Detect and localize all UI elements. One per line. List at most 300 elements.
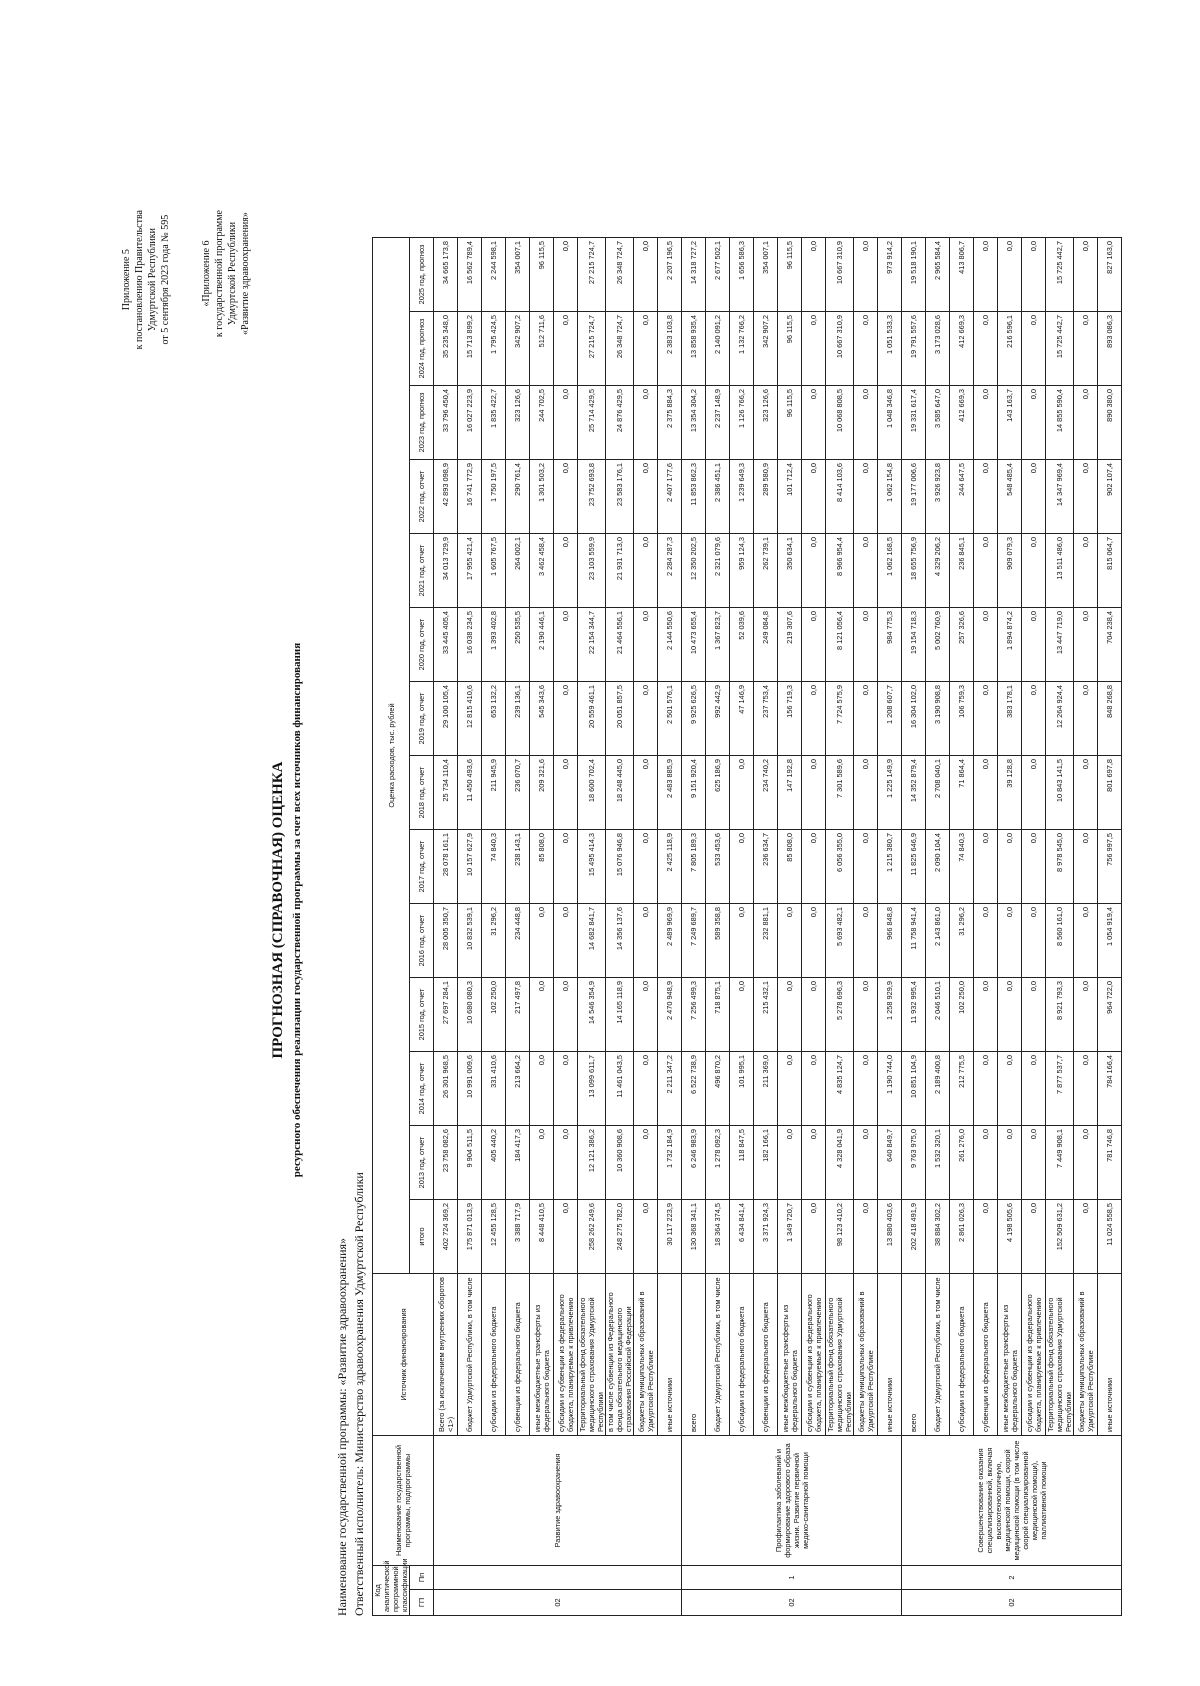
- header-gp: ГП: [410, 1590, 434, 1616]
- table-row: [1046, 238, 1074, 1616]
- cell-amount: 2 861 026,3: [950, 1200, 974, 1274]
- cell-amount: 12 350 202,5: [682, 534, 706, 608]
- cell-amount: 14 546 354,9: [578, 978, 606, 1052]
- cell-amount: 0,0: [554, 682, 578, 756]
- cell-amount: 0,0: [802, 1200, 826, 1274]
- cell-amount: 781 746,8: [1098, 1126, 1122, 1200]
- cell-amount: 10 680 080,3: [458, 978, 482, 1052]
- cell-amount: 0,0: [1022, 312, 1046, 386]
- cell-amount: 893 086,3: [1098, 312, 1122, 386]
- cell-amount: 3 173 028,6: [926, 312, 950, 386]
- cell-amount: 2 321 079,6: [706, 534, 730, 608]
- cell-amount: 827 163,0: [1098, 238, 1122, 312]
- table-row: [706, 238, 730, 1616]
- cell-amount: 47 146,9: [730, 682, 754, 756]
- cell-amount: 184 417,3: [506, 1126, 530, 1200]
- cell-amount: 383 178,1: [998, 682, 1022, 756]
- cell-amount: 13 858 935,4: [682, 312, 706, 386]
- cell-amount: 966 848,8: [878, 904, 902, 978]
- cell-amount: 8 921 793,3: [1046, 978, 1074, 1052]
- table-row: [802, 238, 826, 1616]
- cell-amount: 248 275 782,0: [606, 1200, 634, 1274]
- cell-amount: 0,0: [974, 238, 998, 312]
- cell-amount: 30 117 223,9: [658, 1200, 682, 1274]
- cell-amount: 640 849,7: [878, 1126, 902, 1200]
- cell-amount: 71 864,4: [950, 756, 974, 830]
- cell-amount: 7 724 575,9: [826, 682, 854, 756]
- appendix-5-note: [120, 210, 172, 349]
- table-row: [902, 238, 926, 1616]
- appendix-6-line: Удмуртской Республики: [227, 221, 238, 326]
- cell-amount: 0,0: [802, 1126, 826, 1200]
- cell-gp-code: 02: [682, 1590, 902, 1616]
- cell-amount: 234 448,8: [506, 904, 530, 978]
- cell-amount: 27 215 724,7: [578, 312, 606, 386]
- cell-amount: 0,0: [974, 534, 998, 608]
- cell-amount: 10 667 310,9: [826, 312, 854, 386]
- cell-amount: 219 307,6: [778, 608, 802, 682]
- header-year: 2021 год, отчет: [410, 534, 434, 608]
- cell-program-name: Развитие здравоохранения: [434, 1436, 682, 1566]
- cell-amount: 12 264 924,4: [1046, 682, 1074, 756]
- cell-amount: 3 388 717,9: [506, 1200, 530, 1274]
- cell-amount: 24 876 429,5: [606, 386, 634, 460]
- appendix-6-line: «Развитие здравоохранения»: [240, 212, 251, 336]
- table-row: [998, 238, 1022, 1616]
- cell-amount: 1 126 766,2: [730, 386, 754, 460]
- header-year: 2017 год, отчет: [410, 830, 434, 904]
- cell-amount: 238 143,1: [506, 830, 530, 904]
- cell-amount: 19 331 617,4: [902, 386, 926, 460]
- cell-amount: 0,0: [974, 682, 998, 756]
- cell-program-name: Профилактика заболеваний и формирование здорового образа жизни. Развитие первичной медико-санитарной помощи: [682, 1436, 902, 1566]
- cell-amount: 0,0: [854, 460, 878, 534]
- cell-amount: 0,0: [1022, 238, 1046, 312]
- cell-amount: 413 806,7: [950, 238, 974, 312]
- cell-amount: 0,0: [1074, 238, 1098, 312]
- cell-amount: 6 056 355,0: [826, 830, 854, 904]
- cell-amount: 289 580,9: [754, 460, 778, 534]
- cell-amount: 18 364 374,5: [706, 1200, 730, 1274]
- cell-amount: 9 925 626,5: [682, 682, 706, 756]
- cell-amount: 909 079,3: [998, 534, 1022, 608]
- cell-amount: 211 369,0: [754, 1052, 778, 1126]
- cell-amount: 0,0: [854, 1052, 878, 1126]
- cell-amount: 1 605 767,5: [482, 534, 506, 608]
- cell-amount: 0,0: [998, 830, 1022, 904]
- cell-amount: 15 725 442,7: [1046, 312, 1074, 386]
- cell-amount: 38 884 302,2: [926, 1200, 950, 1274]
- cell-amount: 26 301 968,5: [434, 1052, 458, 1126]
- cell-amount: 39 128,8: [998, 756, 1022, 830]
- cell-amount: 29 100 105,4: [434, 682, 458, 756]
- appendix-5-line: к постановлению Правительства: [134, 210, 145, 350]
- cell-amount: 2 244 598,1: [482, 238, 506, 312]
- cell-amount: 15 725 442,7: [1046, 238, 1074, 312]
- cell-amount: 5 278 696,3: [826, 978, 854, 1052]
- cell-amount: 2 237 148,9: [706, 386, 730, 460]
- cell-amount: 215 432,1: [754, 978, 778, 1052]
- cell-amount: 11 758 941,4: [902, 904, 926, 978]
- cell-amount: 101 712,4: [778, 460, 802, 534]
- cell-amount: 0,0: [730, 756, 754, 830]
- cell-amount: 0,0: [1074, 830, 1098, 904]
- cell-amount: 984 775,3: [878, 608, 902, 682]
- cell-amount: 23 103 559,9: [578, 534, 606, 608]
- cell-amount: 143 163,7: [998, 386, 1022, 460]
- cell-amount: 31 296,2: [482, 904, 506, 978]
- cell-amount: 101 995,1: [730, 1052, 754, 1126]
- cell-amount: 19 518 190,1: [902, 238, 926, 312]
- cell-amount: 6 434 841,4: [730, 1200, 754, 1274]
- cell-amount: 0,0: [634, 460, 658, 534]
- cell-amount: 11 825 646,9: [902, 830, 926, 904]
- cell-amount: 102 250,0: [950, 978, 974, 1052]
- cell-amount: 17 955 421,4: [458, 534, 482, 608]
- header-year: 2018 год, отчет: [410, 756, 434, 830]
- cell-amount: 653 132,2: [482, 682, 506, 756]
- cell-amount: 1 367 823,7: [706, 608, 730, 682]
- header-year: 2023 год, прогноз: [410, 386, 434, 460]
- cell-amount: 1 051 533,3: [878, 312, 902, 386]
- cell-amount: 354 007,1: [754, 238, 778, 312]
- cell-amount: 9 151 920,4: [682, 756, 706, 830]
- cell-amount: 264 002,1: [506, 534, 530, 608]
- cell-amount: 0,0: [854, 312, 878, 386]
- cell-amount: 12 815 410,6: [458, 682, 482, 756]
- cell-amount: 496 870,2: [706, 1052, 730, 1126]
- cell-amount: 342 907,2: [754, 312, 778, 386]
- table-row: [634, 238, 658, 1616]
- cell-amount: 0,0: [530, 904, 554, 978]
- table-row: [458, 238, 482, 1616]
- cell-amount: 15 495 414,3: [578, 830, 606, 904]
- table-row: [506, 238, 530, 1616]
- cell-amount: 4 329 206,2: [926, 534, 950, 608]
- cell-source: всего: [682, 1274, 706, 1436]
- cell-amount: 13 511 486,0: [1046, 534, 1074, 608]
- cell-amount: 0,0: [854, 904, 878, 978]
- cell-amount: 156 719,3: [778, 682, 802, 756]
- cell-amount: 0,0: [802, 682, 826, 756]
- cell-source: в том числе субвенции из Федерального фонда обязательного медицинского страхования Российской Федерации: [606, 1274, 634, 1436]
- cell-amount: 0,0: [778, 1052, 802, 1126]
- cell-amount: 2 190 446,1: [530, 608, 554, 682]
- cell-amount: 0,0: [634, 1200, 658, 1274]
- cell-amount: 0,0: [530, 978, 554, 1052]
- cell-amount: 261 276,0: [950, 1126, 974, 1200]
- cell-amount: 28 078 161,1: [434, 830, 458, 904]
- cell-amount: 10 068 808,5: [826, 386, 854, 460]
- cell-amount: 11 853 862,3: [682, 460, 706, 534]
- cell-source: иные межбюджетные трансферты из федерального бюджета: [530, 1274, 554, 1436]
- cell-amount: 3 462 458,4: [530, 534, 554, 608]
- cell-amount: 0,0: [802, 978, 826, 1052]
- cell-amount: 26 348 724,7: [606, 312, 634, 386]
- appendix-6-line: к государственной программе: [214, 210, 225, 338]
- cell-amount: 756 997,5: [1098, 830, 1122, 904]
- cell-source: субсидии и субвенции из федерального бюджета, планируемые к привлечению: [802, 1274, 826, 1436]
- cell-source: субсидии и субвенции из федерального бюджета, планируемые к привлечению: [554, 1274, 578, 1436]
- cell-amount: 34 013 729,9: [434, 534, 458, 608]
- cell-amount: 0,0: [974, 756, 998, 830]
- cell-source: субсидии и субвенции из федерального бюджета, планируемые к привлечению: [1022, 1274, 1046, 1436]
- cell-amount: 0,0: [634, 608, 658, 682]
- cell-source: иные источники: [658, 1274, 682, 1436]
- cell-amount: 1 062 168,5: [878, 534, 902, 608]
- cell-amount: 0,0: [802, 386, 826, 460]
- cell-amount: 0,0: [1022, 1126, 1046, 1200]
- cell-amount: 1 894 874,2: [998, 608, 1022, 682]
- cell-source: всего: [902, 1274, 926, 1436]
- cell-amount: 6 522 738,9: [682, 1052, 706, 1126]
- cell-amount: 27 697 284,1: [434, 978, 458, 1052]
- cell-amount: 0,0: [1022, 1052, 1046, 1126]
- cell-amount: 6 246 983,9: [682, 1126, 706, 1200]
- cell-amount: 249 084,8: [754, 608, 778, 682]
- cell-amount: 234 740,2: [754, 756, 778, 830]
- title-block: [270, 190, 303, 1630]
- cell-amount: 2 140 091,2: [706, 312, 730, 386]
- cell-amount: 96 115,5: [778, 312, 802, 386]
- cell-amount: 2 375 884,3: [658, 386, 682, 460]
- cell-program-name: Совершенствование оказания специализированной, включая высокотехнологичную, медицинской помощи, скорой медицинской помощи (в том числе скорой специализированной медицинской помощи), паллиативной помощи: [902, 1436, 1122, 1566]
- cell-amount: 10 843 141,5: [1046, 756, 1074, 830]
- cell-amount: 182 166,1: [754, 1126, 778, 1200]
- cell-source: субвенции из федерального бюджета: [974, 1274, 998, 1436]
- cell-amount: 625 186,9: [706, 756, 730, 830]
- cell-amount: 19 177 006,6: [902, 460, 926, 534]
- cell-amount: 1 349 720,7: [778, 1200, 802, 1274]
- cell-amount: 0,0: [634, 534, 658, 608]
- header-year: 2014 год, отчет: [410, 1052, 434, 1126]
- cell-amount: 4 328 041,9: [826, 1126, 854, 1200]
- cell-amount: 14 165 118,9: [606, 978, 634, 1052]
- cell-amount: 12 455 128,5: [482, 1200, 506, 1274]
- header-pp: Пп: [410, 1566, 434, 1590]
- cell-amount: 34 665 173,8: [434, 238, 458, 312]
- cell-amount: 8 121 056,4: [826, 608, 854, 682]
- cell-amount: 11 024 558,5: [1098, 1200, 1122, 1274]
- cell-amount: 0,0: [730, 830, 754, 904]
- cell-amount: 0,0: [802, 1052, 826, 1126]
- cell-amount: 2 501 576,1: [658, 682, 682, 756]
- cell-amount: 0,0: [730, 904, 754, 978]
- cell-amount: 96 115,5: [778, 238, 802, 312]
- cell-amount: 28 005 350,7: [434, 904, 458, 978]
- cell-amount: 23 583 176,1: [606, 460, 634, 534]
- cell-amount: 25 734 110,4: [434, 756, 458, 830]
- cell-amount: 704 238,4: [1098, 608, 1122, 682]
- cell-amount: 20 051 857,5: [606, 682, 634, 756]
- cell-amount: 848 268,8: [1098, 682, 1122, 756]
- cell-amount: 257 326,6: [950, 608, 974, 682]
- table-row: [606, 238, 634, 1616]
- cell-amount: 250 535,5: [506, 608, 530, 682]
- cell-amount: 2 407 177,6: [658, 460, 682, 534]
- cell-amount: 0,0: [802, 534, 826, 608]
- cell-amount: 1 656 586,3: [730, 238, 754, 312]
- cell-pp-code: [434, 1566, 682, 1590]
- cell-amount: 236 845,1: [950, 534, 974, 608]
- appendix-6-line: «Приложение 6: [201, 240, 212, 307]
- cell-amount: 19 791 557,6: [902, 312, 926, 386]
- cell-amount: 7 249 689,7: [682, 904, 706, 978]
- cell-amount: 0,0: [634, 1052, 658, 1126]
- table-row: [434, 238, 458, 1616]
- cell-amount: 412 669,3: [950, 386, 974, 460]
- cell-amount: 0,0: [554, 904, 578, 978]
- cell-source: субсидии из федерального бюджета: [730, 1274, 754, 1436]
- cell-amount: 784 166,4: [1098, 1052, 1122, 1126]
- cell-amount: 2 386 451,1: [706, 460, 730, 534]
- cell-amount: 96 115,5: [530, 238, 554, 312]
- header-year: 2024 год, прогноз: [410, 312, 434, 386]
- cell-amount: 14 318 727,2: [682, 238, 706, 312]
- cell-amount: 1 532 320,1: [926, 1126, 950, 1200]
- cell-amount: 0,0: [1074, 904, 1098, 978]
- cell-amount: 0,0: [1022, 830, 1046, 904]
- cell-amount: 8 560 161,0: [1046, 904, 1074, 978]
- cell-amount: 1 278 092,3: [706, 1126, 730, 1200]
- table-row: [854, 238, 878, 1616]
- cell-amount: 0,0: [1022, 904, 1046, 978]
- cell-amount: 992 442,9: [706, 682, 730, 756]
- cell-amount: 0,0: [854, 756, 878, 830]
- cell-amount: 22 154 344,7: [578, 608, 606, 682]
- cell-amount: 16 027 223,9: [458, 386, 482, 460]
- cell-gp-code: 02: [902, 1590, 1122, 1616]
- cell-amount: 290 761,4: [506, 460, 530, 534]
- cell-amount: 1 239 649,3: [730, 460, 754, 534]
- cell-amount: 0,0: [1074, 1126, 1098, 1200]
- cell-amount: 217 497,8: [506, 978, 530, 1052]
- cell-amount: 0,0: [1022, 682, 1046, 756]
- header-year: 2015 год, отчет: [410, 978, 434, 1052]
- cell-amount: 801 697,8: [1098, 756, 1122, 830]
- cell-amount: 959 124,3: [730, 534, 754, 608]
- cell-amount: 85 808,0: [778, 830, 802, 904]
- cell-amount: 10 667 310,9: [826, 238, 854, 312]
- cell-amount: 130 368 341,1: [682, 1200, 706, 1274]
- cell-amount: 4 835 124,7: [826, 1052, 854, 1126]
- cell-amount: 331 410,6: [482, 1052, 506, 1126]
- cell-amount: 0,0: [778, 904, 802, 978]
- cell-amount: 0,0: [554, 756, 578, 830]
- cell-amount: 10 991 009,6: [458, 1052, 482, 1126]
- cell-amount: 412 669,3: [950, 312, 974, 386]
- cell-amount: 237 753,4: [754, 682, 778, 756]
- cell-source: субвенции из федерального бюджета: [754, 1274, 778, 1436]
- cell-pp-code: 2: [902, 1566, 1122, 1590]
- cell-amount: 2 677 502,1: [706, 238, 730, 312]
- cell-amount: 19 154 718,3: [902, 608, 926, 682]
- cell-amount: 354 007,1: [506, 238, 530, 312]
- cell-amount: 16 562 789,4: [458, 238, 482, 312]
- cell-amount: 1 750 197,5: [482, 460, 506, 534]
- cell-amount: 545 343,6: [530, 682, 554, 756]
- cell-amount: 0,0: [634, 1126, 658, 1200]
- cell-amount: 0,0: [974, 904, 998, 978]
- cell-amount: 152 509 631,2: [1046, 1200, 1074, 1274]
- cell-amount: 15 713 899,2: [458, 312, 482, 386]
- cell-amount: 0,0: [1074, 312, 1098, 386]
- cell-amount: 0,0: [802, 312, 826, 386]
- cell-amount: 0,0: [554, 1126, 578, 1200]
- cell-amount: 0,0: [1022, 608, 1046, 682]
- cell-source: бюджет Удмуртской Республики, в том числе: [706, 1274, 730, 1436]
- cell-amount: 23 758 082,6: [434, 1126, 458, 1200]
- cell-amount: 0,0: [778, 1126, 802, 1200]
- cell-amount: 0,0: [530, 1126, 554, 1200]
- cell-amount: 0,0: [974, 312, 998, 386]
- cell-source: Территориальный фонд обязательного медицинского страхования Удмуртской Республики: [578, 1274, 606, 1436]
- cell-amount: 0,0: [1074, 386, 1098, 460]
- cell-amount: 0,0: [554, 978, 578, 1052]
- cell-amount: 18 600 702,4: [578, 756, 606, 830]
- cell-amount: 0,0: [554, 830, 578, 904]
- cell-amount: 0,0: [1022, 534, 1046, 608]
- cell-amount: 0,0: [802, 756, 826, 830]
- cell-amount: 533 453,6: [706, 830, 730, 904]
- cell-amount: 0,0: [974, 1052, 998, 1126]
- cell-amount: 236 070,7: [506, 756, 530, 830]
- table-row: [878, 238, 902, 1616]
- document-subtitle: ресурсного обеспечения реализации государственной программы за счет всех источников финансирования: [291, 642, 303, 1178]
- table-row: [530, 238, 554, 1616]
- cell-amount: 0,0: [554, 608, 578, 682]
- header-year: 2020 год, отчет: [410, 608, 434, 682]
- cell-amount: 0,0: [974, 1200, 998, 1274]
- program-name-line: Наименование государственной программы: «Развитие здравоохранения»: [335, 1237, 349, 1616]
- cell-amount: 26 348 724,7: [606, 238, 634, 312]
- cell-amount: 0,0: [802, 608, 826, 682]
- cell-amount: 2 965 584,4: [926, 238, 950, 312]
- cell-amount: 175 871 013,9: [458, 1200, 482, 1274]
- cell-amount: 0,0: [1022, 978, 1046, 1052]
- cell-amount: 402 724 369,2: [434, 1200, 458, 1274]
- cell-amount: 3 190 908,8: [926, 682, 950, 756]
- cell-amount: 12 121 386,2: [578, 1126, 606, 1200]
- cell-amount: 27 215 724,7: [578, 238, 606, 312]
- cell-amount: 7 877 537,7: [1046, 1052, 1074, 1126]
- cell-source: бюджеты муниципальных образований в Удмуртской Республике: [1074, 1274, 1098, 1436]
- header-code-group: Код аналитической программной классификации: [373, 1566, 410, 1616]
- cell-amount: 7 301 589,6: [826, 756, 854, 830]
- header-estimate-group: Оценка расходов, тыс. рублей: [373, 238, 410, 1274]
- cell-amount: 213 664,2: [506, 1052, 530, 1126]
- cell-source: субвенции из федерального бюджета: [506, 1274, 530, 1436]
- cell-amount: 21 931 713,0: [606, 534, 634, 608]
- cell-amount: 0,0: [854, 534, 878, 608]
- cell-amount: 16 304 102,0: [902, 682, 926, 756]
- cell-amount: 21 464 556,1: [606, 608, 634, 682]
- cell-amount: 0,0: [634, 978, 658, 1052]
- cell-amount: 15 076 946,8: [606, 830, 634, 904]
- cell-amount: 890 380,0: [1098, 386, 1122, 460]
- cell-amount: 5 693 482,1: [826, 904, 854, 978]
- cell-amount: 0,0: [998, 1052, 1022, 1126]
- cell-amount: 0,0: [554, 534, 578, 608]
- cell-amount: 342 907,2: [506, 312, 530, 386]
- cell-amount: 0,0: [1074, 460, 1098, 534]
- cell-amount: 202 418 491,9: [902, 1200, 926, 1274]
- cell-amount: 2 470 948,9: [658, 978, 682, 1052]
- cell-pp-code: 1: [682, 1566, 902, 1590]
- table-row: [926, 238, 950, 1616]
- cell-amount: 0,0: [554, 1200, 578, 1274]
- cell-amount: 9 763 975,0: [902, 1126, 926, 1200]
